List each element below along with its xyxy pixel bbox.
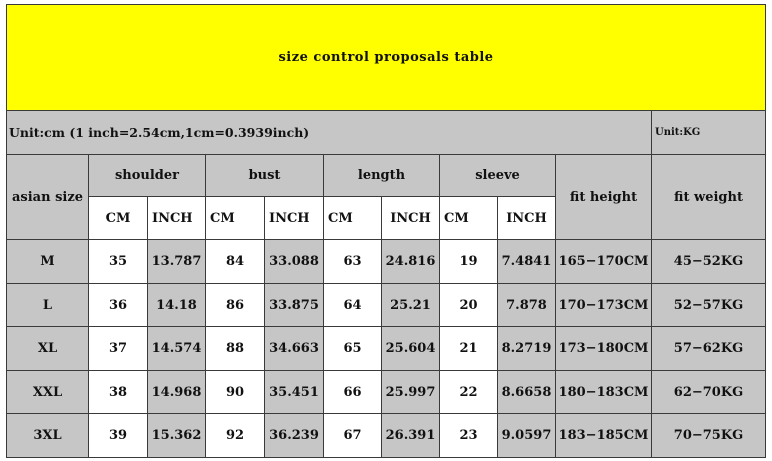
header-shoulder: shoulder: [89, 155, 206, 197]
sleeve-cm: 20: [440, 284, 498, 327]
bust-cm: 90: [206, 371, 265, 414]
header-fit-weight: fit weight: [652, 155, 766, 240]
bust-cm: 84: [206, 240, 265, 284]
sleeve-inch: 7.4841: [498, 240, 556, 284]
shoulder-inch: 13.787: [148, 240, 206, 284]
shoulder-cm: 35: [89, 240, 148, 284]
subheader-shoulder-inch: INCH: [148, 197, 206, 240]
shoulder-inch: 14.968: [148, 371, 206, 414]
sleeve-cm: 19: [440, 240, 498, 284]
header-row: [7, 155, 766, 197]
subheader-length-cm: CM: [324, 197, 382, 240]
unit-row: [7, 111, 766, 155]
sleeve-inch: 9.0597: [498, 414, 556, 458]
subheader-sleeve-cm: CM: [440, 197, 498, 240]
table-row: [7, 371, 766, 414]
fit-weight: 52−57KG: [652, 284, 766, 327]
bust-cm: 86: [206, 284, 265, 327]
header-asian-size: asian size: [7, 155, 89, 240]
fit-weight: 62−70KG: [652, 371, 766, 414]
sleeve-cm: 23: [440, 414, 498, 458]
fit-height: 183−185CM: [556, 414, 652, 458]
size-label: XL: [7, 327, 89, 371]
table-row: [7, 240, 766, 284]
fit-weight: 70−75KG: [652, 414, 766, 458]
length-inch: 25.604: [382, 327, 440, 371]
header-fit-height: fit height: [556, 155, 652, 240]
header-bust: bust: [206, 155, 324, 197]
subheader-bust-cm: CM: [206, 197, 265, 240]
length-cm: 66: [324, 371, 382, 414]
title-row: [7, 5, 766, 111]
size-label: M: [7, 240, 89, 284]
sleeve-inch: 8.2719: [498, 327, 556, 371]
length-inch: 24.816: [382, 240, 440, 284]
fit-height: 170−173CM: [556, 284, 652, 327]
fit-height: 173−180CM: [556, 327, 652, 371]
fit-height: 180−183CM: [556, 371, 652, 414]
fit-weight: 45−52KG: [652, 240, 766, 284]
bust-cm: 92: [206, 414, 265, 458]
table-row: [7, 414, 766, 458]
shoulder-inch: 14.18: [148, 284, 206, 327]
sleeve-inch: 7.878: [498, 284, 556, 327]
length-inch: 26.391: [382, 414, 440, 458]
header-length: length: [324, 155, 440, 197]
length-inch: 25.997: [382, 371, 440, 414]
bust-inch: 36.239: [265, 414, 324, 458]
length-cm: 64: [324, 284, 382, 327]
bust-inch: 33.875: [265, 284, 324, 327]
size-label: L: [7, 284, 89, 327]
unit-kg: Unit:KG: [652, 111, 766, 155]
unit-note: Unit:cm (1 inch=2.54cm,1cm=0.3939inch): [7, 111, 652, 155]
subheader-bust-inch: INCH: [265, 197, 324, 240]
bust-inch: 33.088: [265, 240, 324, 284]
sleeve-cm: 22: [440, 371, 498, 414]
size-table: [6, 4, 766, 458]
table-title: size control proposals table: [7, 5, 766, 111]
length-cm: 67: [324, 414, 382, 458]
sleeve-cm: 21: [440, 327, 498, 371]
fit-weight: 57−62KG: [652, 327, 766, 371]
shoulder-inch: 15.362: [148, 414, 206, 458]
size-label: XXL: [7, 371, 89, 414]
size-label: 3XL: [7, 414, 89, 458]
shoulder-cm: 37: [89, 327, 148, 371]
table-row: [7, 284, 766, 327]
bust-cm: 88: [206, 327, 265, 371]
shoulder-cm: 36: [89, 284, 148, 327]
shoulder-inch: 14.574: [148, 327, 206, 371]
fit-height: 165−170CM: [556, 240, 652, 284]
table-row: [7, 327, 766, 371]
bust-inch: 35.451: [265, 371, 324, 414]
bust-inch: 34.663: [265, 327, 324, 371]
subheader-shoulder-cm: CM: [89, 197, 148, 240]
length-cm: 63: [324, 240, 382, 284]
shoulder-cm: 39: [89, 414, 148, 458]
shoulder-cm: 38: [89, 371, 148, 414]
header-sleeve: sleeve: [440, 155, 556, 197]
length-inch: 25.21: [382, 284, 440, 327]
length-cm: 65: [324, 327, 382, 371]
subheader-sleeve-inch: INCH: [498, 197, 556, 240]
subheader-length-inch: INCH: [382, 197, 440, 240]
sleeve-inch: 8.6658: [498, 371, 556, 414]
